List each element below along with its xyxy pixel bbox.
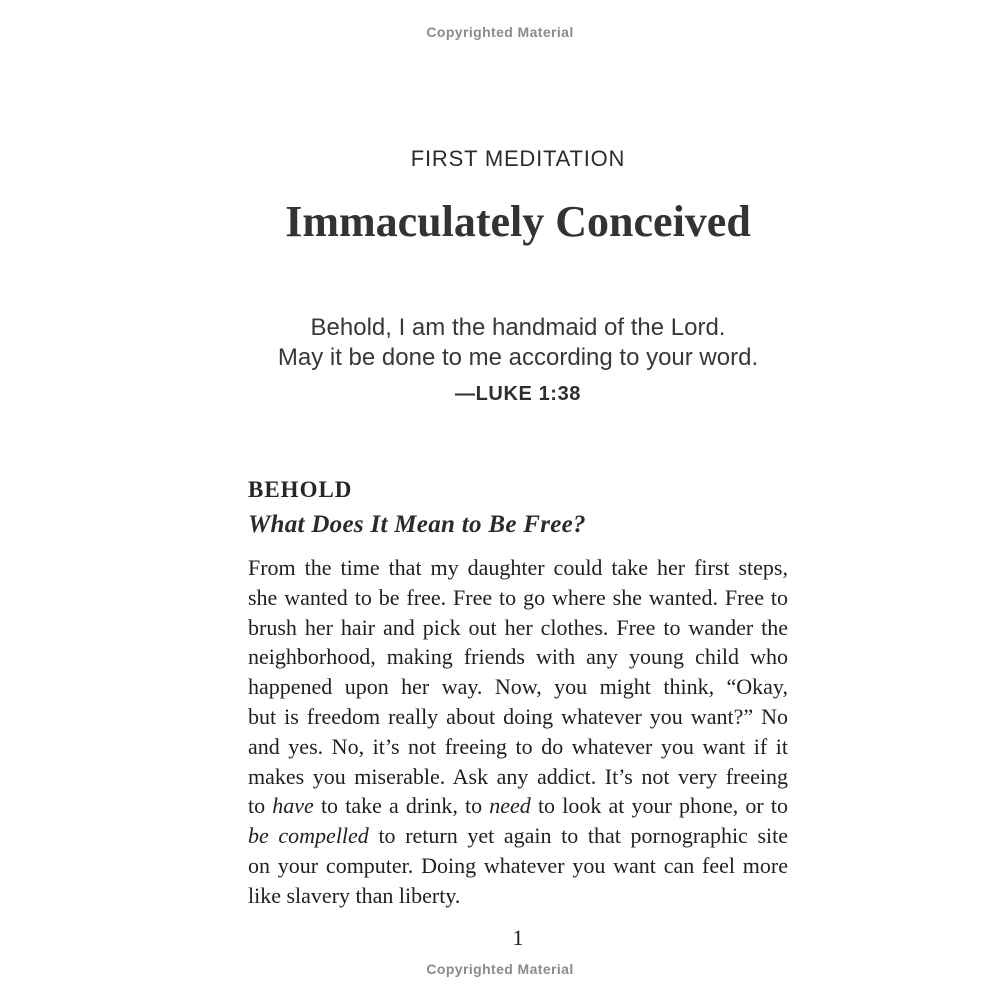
page-number: 1: [512, 925, 524, 950]
section-subheading: What Does It Mean to Be Free?: [248, 511, 586, 538]
chapter-title: Immaculately Conceived: [285, 197, 751, 246]
epigraph-attribution: —LUKE 1:38: [454, 383, 582, 405]
body-line: and yes. No, it’s not freeing to do whatever you want if it: [248, 733, 788, 759]
body-line: on your computer. Doing whatever you want can feel more: [248, 852, 788, 878]
body-line: she wanted to be free. Free to go where she wanted. Free to: [248, 584, 788, 610]
body-line: to have to take a drink, to need to look at your phone, or to: [248, 793, 788, 819]
epigraph: [208, 313, 828, 409]
section-heading: BEHOLD: [248, 477, 353, 502]
copyright-notice-bottom: Copyrighted Material: [426, 961, 574, 977]
body-paragraph: [248, 553, 788, 911]
body-line: makes you miserable. Ask any addict. It’s not very freeing: [248, 763, 788, 789]
page-content: [248, 0, 788, 1000]
body-line: be compelled to return yet again to that pornographic site: [248, 823, 789, 849]
body-line: neighborhood, making friends with any young child who: [248, 644, 788, 670]
epigraph-line-2: May it be done to me according to your word.: [277, 344, 759, 371]
body-line: but is freedom really about doing whatever you want?” No: [248, 703, 788, 729]
body-line: like slavery than liberty.: [248, 882, 461, 908]
epigraph-line-1: Behold, I am the handmaid of the Lord.: [310, 314, 726, 341]
chapter-kicker: FIRST MEDITATION: [410, 146, 626, 171]
body-line: From the time that my daughter could take her first steps,: [248, 555, 788, 580]
copyright-notice-top: Copyrighted Material: [426, 24, 574, 40]
body-line: brush her hair and pick out her clothes. Free to wander the: [248, 614, 788, 640]
body-line: happened upon her way. Now, you might think, “Okay,: [248, 674, 788, 700]
